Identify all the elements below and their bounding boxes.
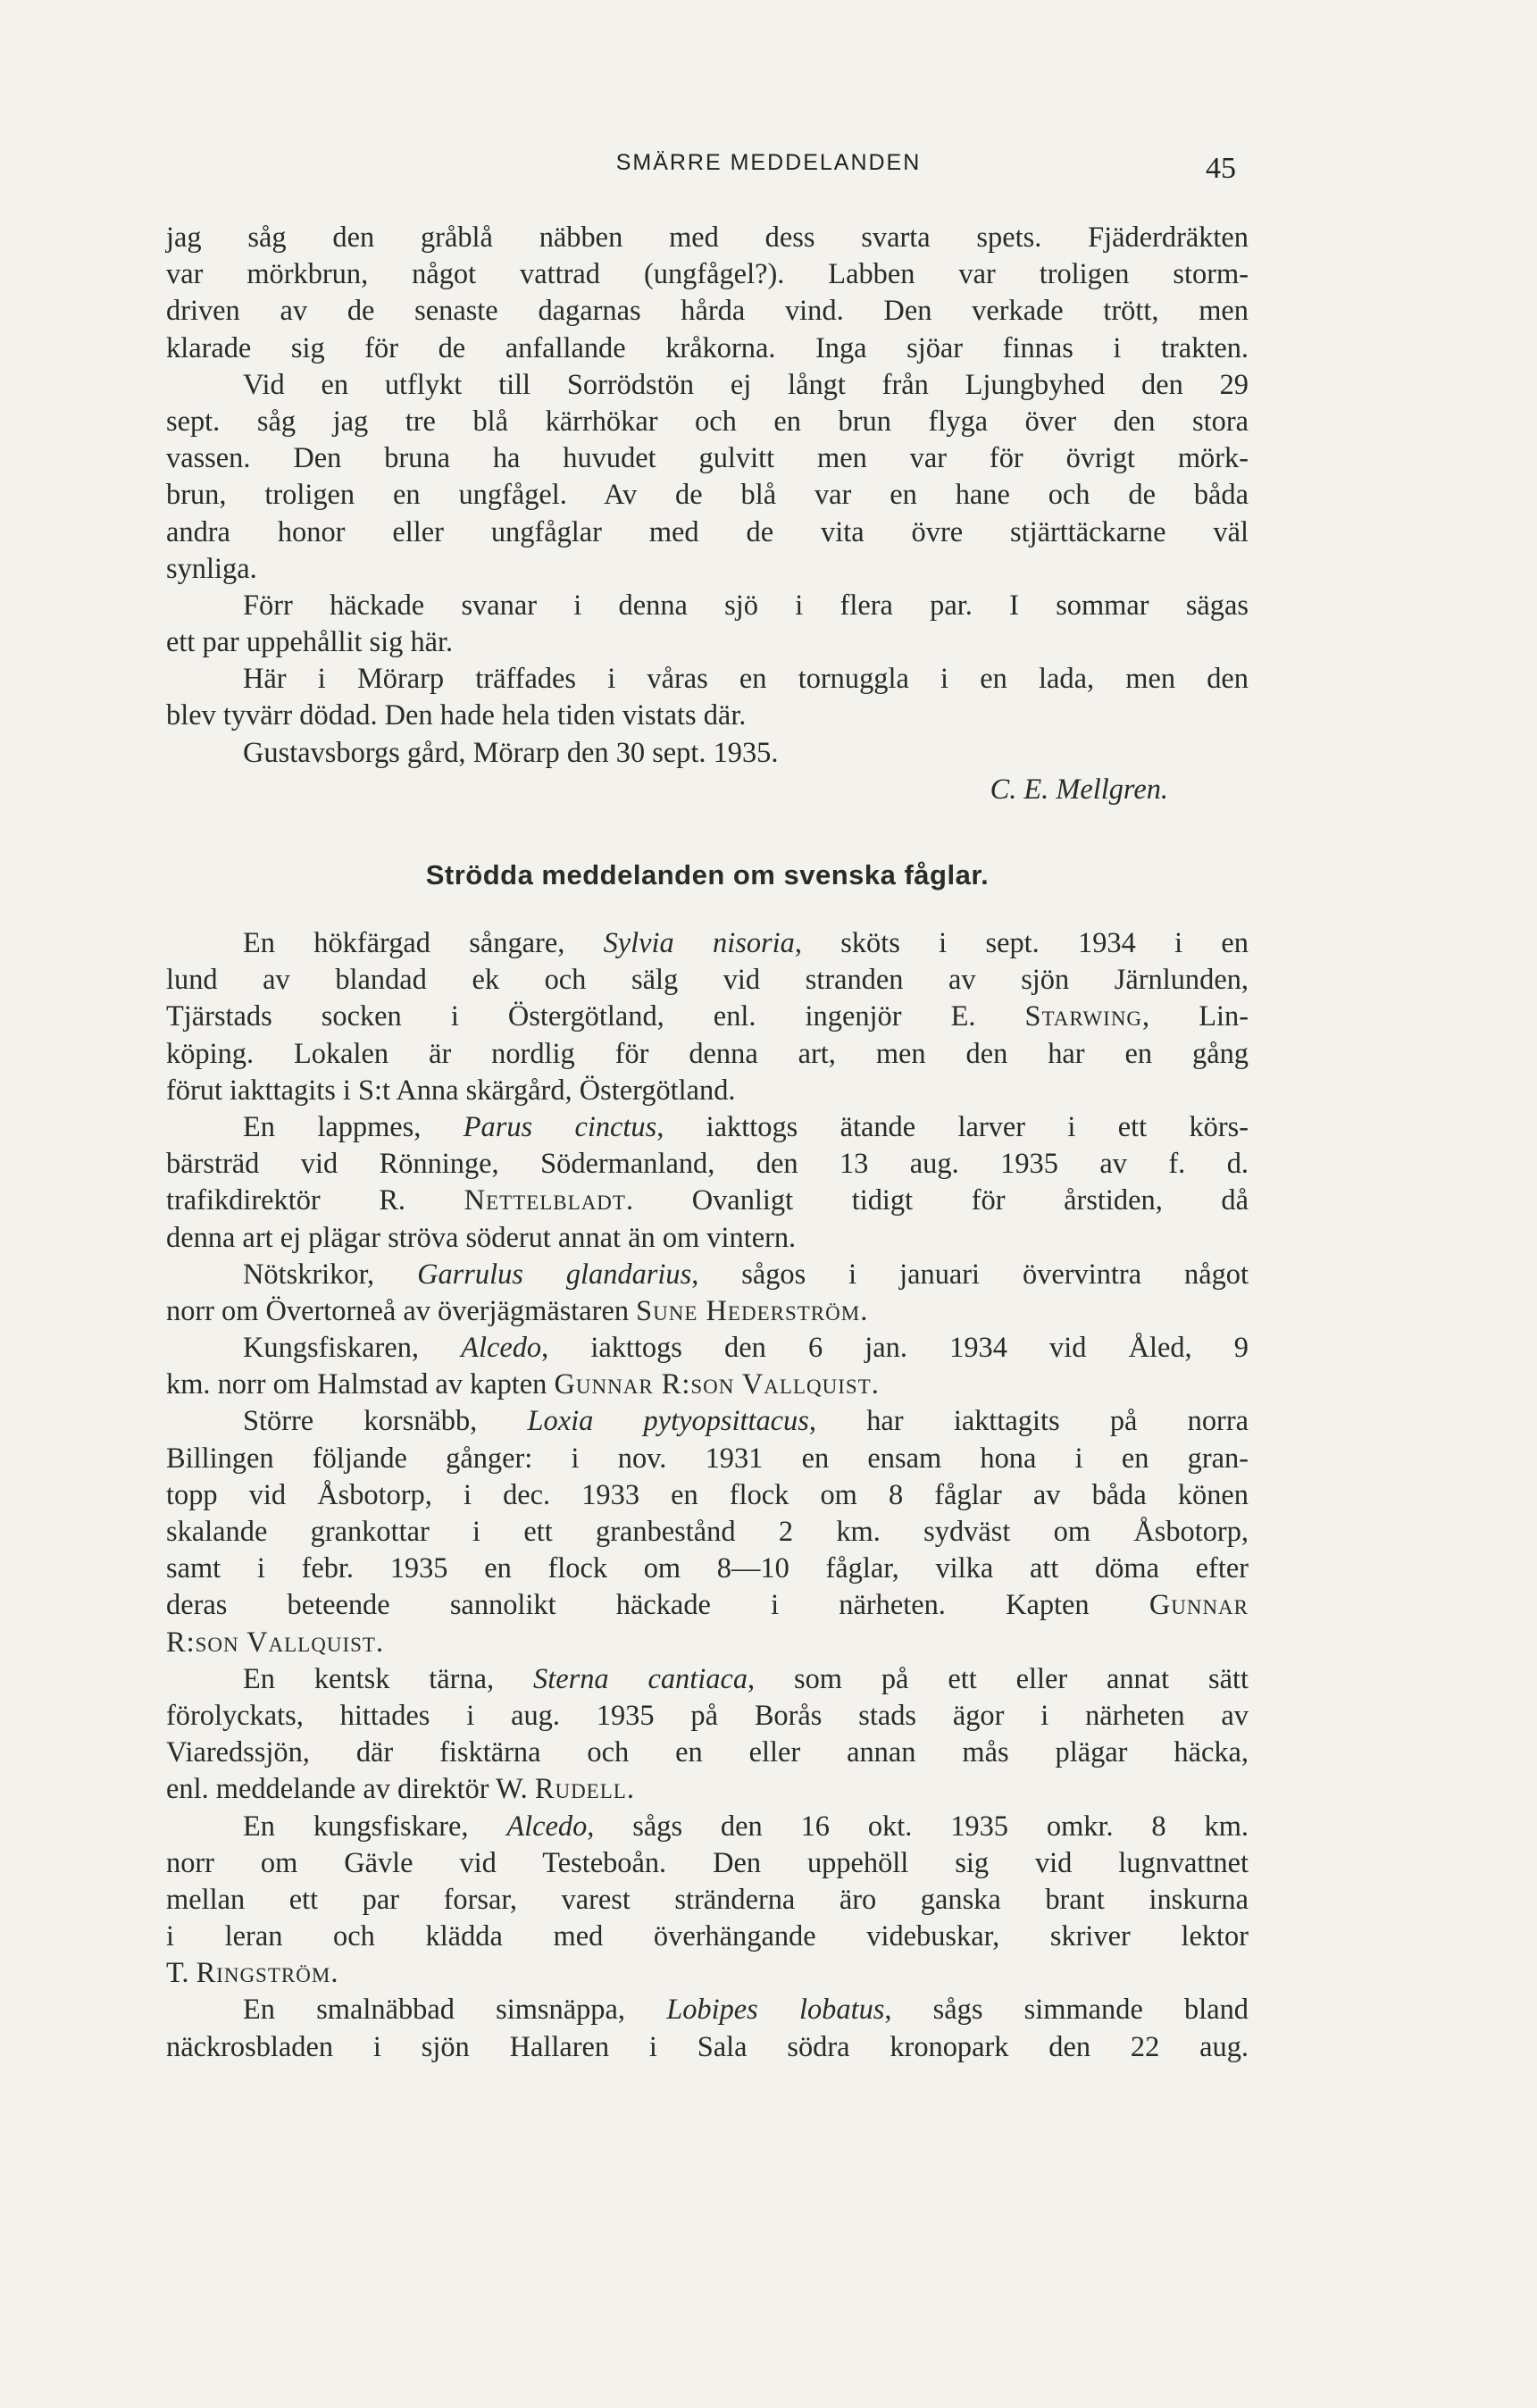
species-name: Sylvia nisoria xyxy=(603,927,795,959)
text-line: Vid en utflykt till Sorrödstön ej långt från Ljungbyhed den 29 xyxy=(243,368,1249,401)
species-name: Sterna cantiaca xyxy=(533,1662,748,1695)
text-line: samt i febr. 1935 en flock om 8—10 fåglar, vilka att döma efter xyxy=(166,1552,1249,1585)
text-line: andra honor eller ungfåglar med de vita övre stjärttäckarne väl xyxy=(166,515,1249,548)
text-line: ett par uppehållit sig här. xyxy=(166,626,454,659)
text-line: Kungsfiskaren, Alcedo, iakttogs den 6 jan. 1934 vid Åled, 9 xyxy=(243,1332,1249,1365)
text-line: mellan ett par forsar, varest stränderna äro ganska brant inskurna xyxy=(166,1883,1249,1916)
text-line: km. norr om Halmstad av kapten Gunnar R:son Vallquist. xyxy=(166,1368,879,1401)
text-line: denna art ej plägar ströva söderut annat än om vintern. xyxy=(166,1221,797,1254)
person-name: Rudell xyxy=(534,1773,627,1806)
text-line: En kentsk tärna, Sterna cantiaca, som på ett eller annat sätt xyxy=(243,1662,1249,1695)
text-line: klarade sig för de anfallande kråkorna. Inga sjöar finnas i trakten. xyxy=(166,331,1249,364)
text-line: Gustavsborgs gård, Mörarp den 30 sept. 1935. xyxy=(243,736,779,769)
text-line: Förr häckade svanar i denna sjö i flera par. I sommar sägas xyxy=(243,589,1249,622)
text-line: En smalnäbbad simsnäppa, Lobipes lobatus, sågs simmande bland xyxy=(243,1994,1249,2027)
text-line: T. Ringström. xyxy=(166,1957,338,1990)
text-line: förut iakttagits i S:t Anna skärgård, Östergötland. xyxy=(166,1074,736,1107)
text-line: brun, troligen en ungfågel. Av de blå var en hane och de båda xyxy=(166,479,1249,512)
text-line: blev tyvärr dödad. Den hade hela tiden vistats där. xyxy=(166,699,747,732)
text-line: norr om Gävle vid Testeboån. Den uppehöll sig vid lugnvattnet xyxy=(166,1846,1249,1879)
text-line: Billingen följande gånger: i nov. 1931 en ensam hona i en gran- xyxy=(166,1442,1249,1475)
running-head: SMÄRRE MEDDELANDEN xyxy=(615,150,922,175)
person-name: R:son Vallquist xyxy=(166,1626,376,1659)
text-line: skalande grankottar i ett granbestånd 2 km. sydväst om Åsbotorp, xyxy=(166,1516,1249,1548)
text-line: jag såg den gråblå näbben med dess svarta spets. Fjäderdräkten xyxy=(166,222,1249,254)
text-line: lund av blandad ek och sälg vid stranden av sjön Järnlunden, xyxy=(166,964,1249,997)
person-name: Ringström xyxy=(196,1957,331,1990)
text-line: trafikdirektör R. Nettelbladt. Ovanligt tidigt för årstiden, då xyxy=(166,1184,1249,1217)
text-line: Större korsnäbb, Loxia pytyopsittacus, har iakttagits på norra xyxy=(243,1405,1249,1438)
text-line: En hökfärgad sångare, Sylvia nisoria, sköts i sept. 1934 i en xyxy=(243,927,1249,959)
text-line: enl. meddelande av direktör W. Rudell. xyxy=(166,1773,634,1806)
species-name: Lobipes lobatus xyxy=(666,1994,885,2027)
text-line: i leran och klädda med överhängande videbuskar, skriver lektor xyxy=(166,1920,1249,1953)
section-heading: Strödda meddelanden om svenska fåglar. xyxy=(425,859,990,890)
person-name: Nettelbladt xyxy=(464,1184,626,1217)
text-line: driven av de senaste dagarnas hårda vind. Den verkade trött, men xyxy=(166,295,1249,328)
person-name: Gunnar R:son Vallquist xyxy=(554,1368,872,1401)
page-number: 45 xyxy=(1206,152,1236,185)
text-line: var mörkbrun, något vattrad (ungfågel?). Labben var troligen storm- xyxy=(166,258,1249,291)
species-name: Loxia pytyopsittacus xyxy=(527,1405,809,1438)
signature-row xyxy=(166,772,1249,808)
species-name: Alcedo xyxy=(506,1810,588,1843)
text-line: vassen. Den bruna ha huvudet gulvitt men var för övrigt mörk- xyxy=(166,442,1249,475)
person-name: Gunnar xyxy=(1149,1589,1249,1622)
species-name: Garrulus glandarius xyxy=(417,1258,692,1291)
text-line: topp vid Åsbotorp, i dec. 1933 en flock om 8 fåglar av båda könen xyxy=(166,1478,1249,1511)
person-name: Starwing xyxy=(1024,1000,1143,1033)
text-line: Här i Mörarp träffades i våras en tornuggla i en lada, men den xyxy=(243,663,1249,696)
species-name: Parus cinctus xyxy=(463,1110,657,1143)
text-line: näckrosbladen i sjön Hallaren i Sala södra kronopark den 22 aug. xyxy=(166,2030,1249,2063)
text-line: förolyckats, hittades i aug. 1935 på Borås stads ägor i närheten av xyxy=(166,1699,1249,1732)
text-line: köping. Lokalen är nordlig för denna art, men den har en gång xyxy=(166,1037,1249,1070)
text-line: norr om Övertorneå av överjägmästaren Sune Hederström. xyxy=(166,1294,868,1327)
body-text xyxy=(166,220,1249,2066)
person-name: Sune Hederström xyxy=(636,1294,861,1327)
text-line: sept. såg jag tre blå kärrhökar och en brun flyga över den stora xyxy=(166,405,1249,438)
text-line: bärsträd vid Rönninge, Södermanland, den 13 aug. 1935 av f. d. xyxy=(166,1148,1249,1181)
text-line: deras beteende sannolikt häckade i närheten. Kapten Gunnar xyxy=(166,1589,1249,1622)
text-line: Tjärstads socken i Östergötland, enl. ingenjör E. Starwing, Lin- xyxy=(166,1000,1249,1033)
species-name: Alcedo xyxy=(461,1332,542,1365)
text-line: Nötskrikor, Garrulus glandarius, sågos i januari övervintra något xyxy=(243,1258,1249,1291)
author-signature: C. E. Mellgren. xyxy=(990,773,1168,806)
text-line: En lappmes, Parus cinctus, iakttogs ätande larver i ett körs- xyxy=(243,1110,1249,1143)
text-line: synliga. xyxy=(166,552,257,585)
text-line: R:son Vallquist. xyxy=(166,1626,384,1659)
text-line: Viaredssjön, där fisktärna och en eller annan mås plägar häcka, xyxy=(166,1736,1249,1769)
text-line: En kungsfiskare, Alcedo, sågs den 16 okt. 1935 omkr. 8 km. xyxy=(243,1810,1249,1843)
